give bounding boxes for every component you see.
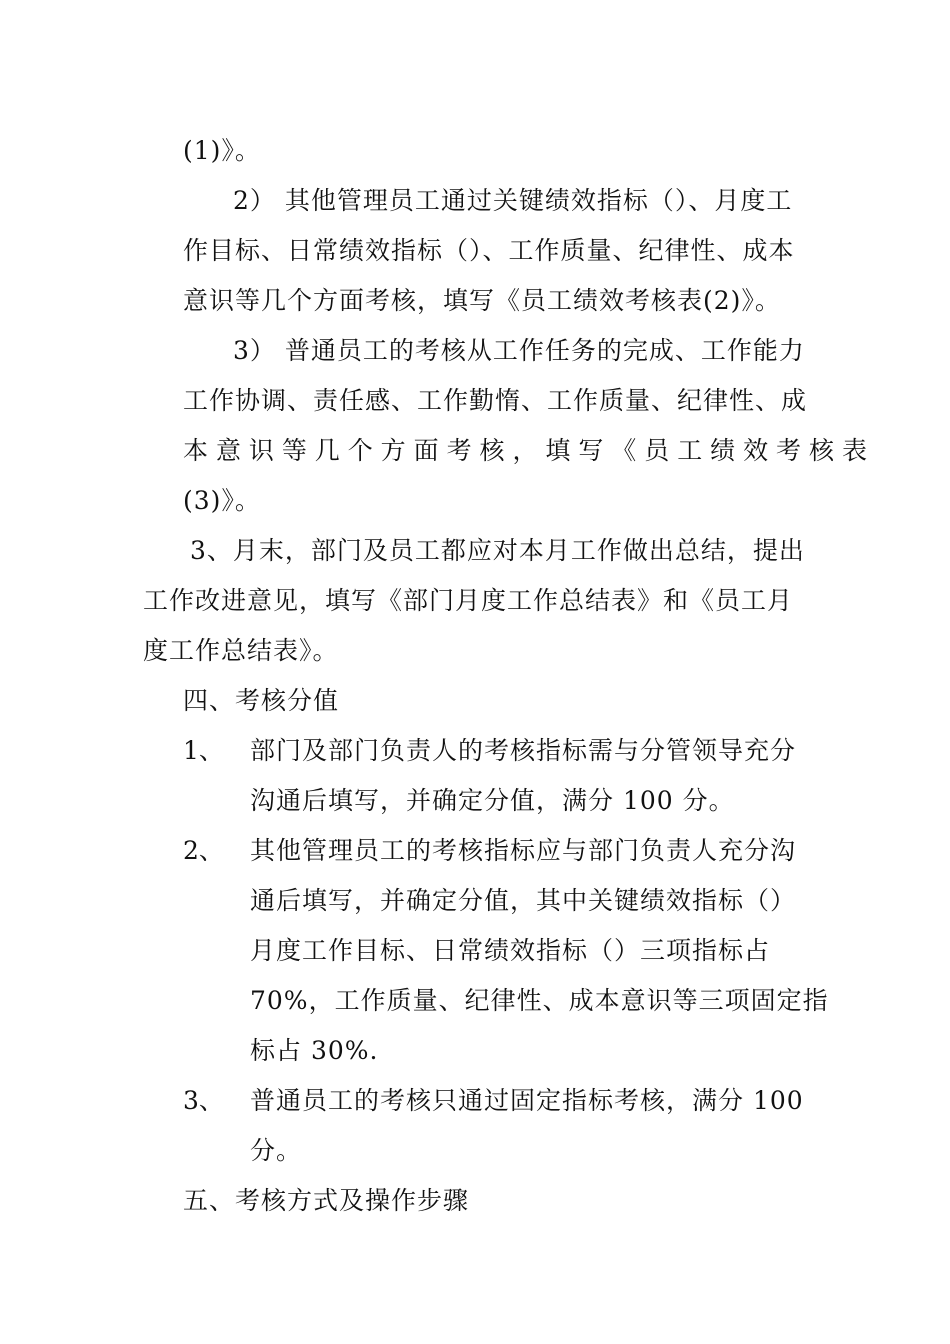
month-end-line-3: 度工作总结表》。 (143, 636, 339, 665)
item-3-line-1: 3） 普通员工的考核从工作任务的完成、工作能力 (233, 336, 805, 365)
section-4-item-3-line-2: 分。 (250, 1136, 303, 1165)
section-4-item-1-line-1: 部门及部门负责人的考核指标需与分管领导充分 (250, 736, 797, 765)
section-4-item-3-number: 3、 (183, 1086, 224, 1115)
section-4-item-2-number: 2、 (183, 836, 224, 865)
item-3-line-3: 本 意 识 等 几 个 方 面 考 核 ， 填 写 《 员 工 绩 效 考 核 表 (183, 436, 867, 465)
item-3-line-2: 工作协调、责任感、工作勤惰、工作质量、纪律性、成 (183, 386, 808, 415)
section-4-item-3-line-1: 普通员工的考核只通过固定指标考核，满分 100 (250, 1086, 804, 1115)
month-end-line-1: 3、月末，部门及员工都应对本月工作做出总结，提出 (190, 536, 805, 565)
section-4-item-1-line-2: 沟通后填写，并确定分值，满分 100 分。 (250, 786, 735, 815)
section-4-item-2-line-2: 通后填写，并确定分值，其中关键绩效指标（） (250, 886, 797, 915)
item-2-line-1: 2） 其他管理员工通过关键绩效指标（）、月度工 (233, 186, 793, 215)
section-5-heading: 五、考核方式及操作步骤 (183, 1186, 470, 1215)
paragraph-continuation: (1)》。 (183, 136, 261, 165)
month-end-line-2: 工作改进意见，填写《部门月度工作总结表》和《员工月 (143, 586, 794, 615)
section-4-item-2-line-1: 其他管理员工的考核指标应与部门负责人充分沟 (250, 836, 797, 865)
section-4-item-2-line-5: 标占 30%. (250, 1036, 379, 1065)
section-4-heading: 四、考核分值 (183, 686, 340, 715)
section-4-item-2-line-4: 70%，工作质量、纪律性、成本意识等三项固定指 (250, 986, 829, 1015)
section-4-item-1-number: 1、 (183, 736, 224, 765)
item-2-line-3: 意识等几个方面考核，填写《员工绩效考核表(2)》。 (183, 286, 781, 315)
section-4-item-2-line-3: 月度工作目标、日常绩效指标（）三项指标占 (250, 936, 771, 965)
item-3-line-4: (3)》。 (183, 486, 261, 515)
item-2-line-2: 作目标、日常绩效指标（）、工作质量、纪律性、成本 (183, 236, 795, 265)
